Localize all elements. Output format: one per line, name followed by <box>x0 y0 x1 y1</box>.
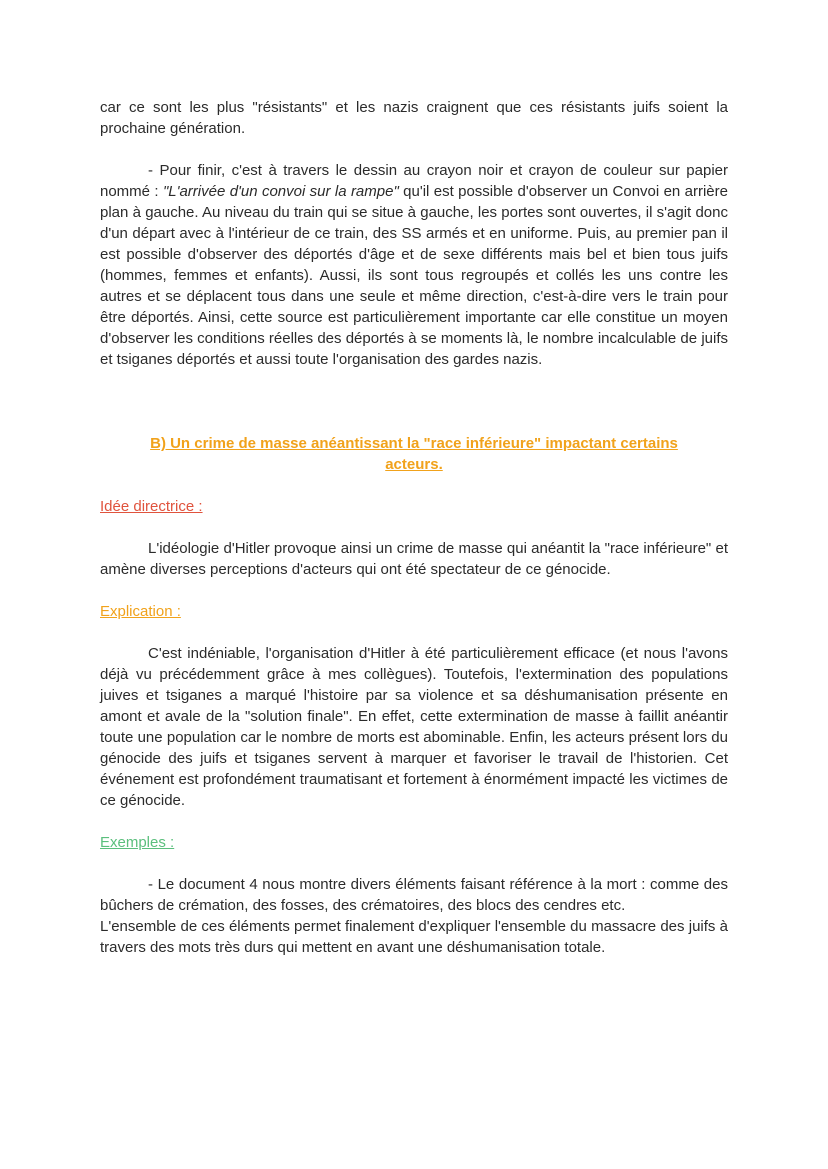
section-b-title: B) Un crime de masse anéantissant la "race inférieure" impactant certains acteurs. <box>150 435 678 473</box>
final-example-paragraph <box>100 160 728 370</box>
document-page <box>100 97 728 958</box>
final-example-lead: - Pour finir, c'est à travers le dessin au crayon noir et crayon de couleur sur papier nommé : <box>100 162 728 200</box>
exemple-1-conclusion: L'ensemble de ces éléments permet finalement d'expliquer l'ensemble du massacre des juifs à travers des mots très durs qui mettent en avant une déshumanisation totale. <box>100 918 728 956</box>
final-example-rest: qu'il est possible d'observer un Convoi en arrière plan à gauche. Au niveau du train qui se situe à gauche, les portes sont ouvertes, il s'agit donc d'un départ avec à l'intérieur de ce train, des SS armés et en uniforme. Puis, au premier pan il est possible d'observer des déportés d'âge et de sexe différents mais bel et bien tous juifs (hommes, femmes et enfants). Aussi, ils sont tous regroupés et collés les uns contre les autres et se déplacent tous dans une seule et même direction, c'est-à-dire vers le train pour être déportés. Ainsi, cette source est particulièrement importante car elle constitue un moyen d'observer les conditions réelles des déportés à se moments là, le nombre incalculable de juifs et tsiganes déportés et aussi toute l'organisation des gardes nazis. <box>100 183 728 368</box>
exemple-1-paragraph: - Le document 4 nous montre divers éléments faisant référence à la mort : comme des bûchers de crémation, des fosses, des crématoires, des blocs des cendres etc. <box>100 876 728 914</box>
explication-paragraph: C'est indéniable, l'organisation d'Hitler à été particulièrement efficace (et nous l'avons déjà vu précédemment grâce à mes collègues). Toutefois, l'extermination des populations juives et tsiganes a marqué l'histoire par sa violence et sa déshumanisation présente en amont et avale de la "solution finale". En effet, cette extermination de masse à faillit anéantir toute une population car le nombre de morts est abominable. Enfin, les acteurs présent lors du génocide des juifs et tsiganes servent à marquer et favoriser le travail de l'historien. Cet événement est profondément traumatisant et fortement à énormément impacté les victimes de ce génocide. <box>100 645 728 809</box>
intro-continuation-paragraph: car ce sont les plus "résistants" et les nazis craignent que ces résistants juifs soient la prochaine génération. <box>100 99 728 137</box>
artwork-title: "L'arrivée d'un convoi sur la rampe" <box>162 183 399 200</box>
explication-label: Explication : <box>100 603 181 620</box>
section-spacer <box>100 370 728 433</box>
idee-directrice-paragraph: L'idéologie d'Hitler provoque ainsi un crime de masse qui anéantit la "race inférieure" et amène diverses perceptions d'acteurs qui ont été spectateur de ce génocide. <box>100 540 728 578</box>
idee-directrice-label: Idée directrice : <box>100 498 203 515</box>
exemples-label: Exemples : <box>100 834 175 851</box>
